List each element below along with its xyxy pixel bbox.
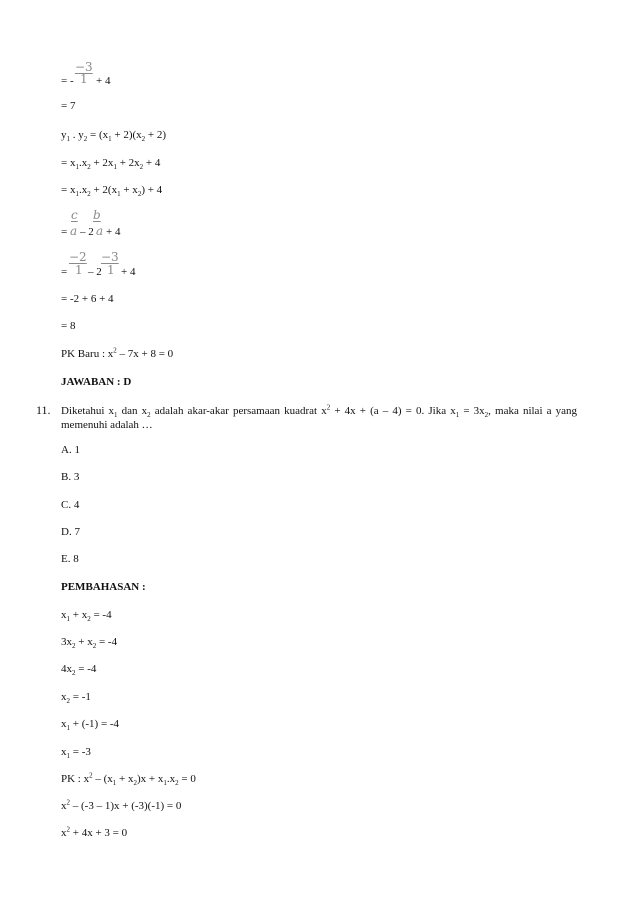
option-e: E. 8 xyxy=(61,553,79,565)
fraction-numerator: −2 xyxy=(69,250,87,264)
equation-operator: – 2 xyxy=(88,266,102,278)
equation-line: $y_1$ . $y_2 = (x_1 + 2)(x_2 + 2)$ xyxy=(61,129,167,144)
equation-line: = -2 + 6 + 4 xyxy=(61,293,114,305)
solution-step: $x_1 = -3$ xyxy=(61,746,91,761)
question-text: Diketahui $x_1$ dan $x_2$ adalah akar-akar persamaan kuadrat $x^2 + 4x + (a - 4) = 0$. Jika $x_1 = 3x_2$, maka nilai a yang memenuhi adalah … xyxy=(61,403,577,431)
option-b: B. 3 xyxy=(61,471,80,483)
equation-prefix: = xyxy=(61,266,68,278)
solution-step: $3x_2 + x_2 = -4$ xyxy=(61,636,118,651)
answer-line: JAWABAN : D xyxy=(61,376,132,388)
option-c: C. 4 xyxy=(61,499,80,511)
solution-step: PK : $x^2 - (x_1 + x_2)x + x_1.x_2 = 0$ xyxy=(61,771,196,788)
solution-step: $4x_2 = -4$ xyxy=(61,663,97,678)
fraction-denominator: 1 xyxy=(75,263,83,277)
fraction-denominator: a xyxy=(70,224,78,238)
equation-suffix: + 4 xyxy=(106,226,121,238)
equation-operator: – 2 xyxy=(80,226,94,238)
fraction-numerator: −3 xyxy=(75,60,93,74)
solution-heading: PEMBAHASAN : xyxy=(61,581,146,593)
equation-suffix: + 4 xyxy=(96,75,111,87)
question-number: 11. xyxy=(36,403,51,417)
option-a: A. 1 xyxy=(61,444,80,456)
fraction-denominator: a xyxy=(96,224,104,238)
solution-step: $x_1 + x_2 = -4$ xyxy=(61,609,112,624)
fraction-denominator: 1 xyxy=(107,263,115,277)
option-d: D. 7 xyxy=(61,526,80,538)
equation-line: = $x_1.x_2 + 2(x_1 + x_2) + 4$ xyxy=(61,184,163,199)
equation-suffix: + 4 xyxy=(121,266,136,278)
fraction-denominator: 1 xyxy=(80,72,88,86)
fraction-numerator: c xyxy=(71,208,78,222)
solution-step: $x_1 + (-1) = -4$ xyxy=(61,718,120,733)
equation-line: = $x_1.x_2 + 2x_1 + 2x_2 + 4$ xyxy=(61,157,161,172)
equation-prefix: = - xyxy=(61,75,74,87)
equation-line: = 8 xyxy=(61,320,76,332)
equation-prefix: = xyxy=(61,226,68,238)
new-equation-line: PK Baru : $x^2 - 7x + 8 = 0$ xyxy=(61,346,174,360)
fraction-numerator: −3 xyxy=(101,250,119,264)
fraction-numerator: b xyxy=(93,208,101,222)
solution-step: $x_2 = -1$ xyxy=(61,691,91,706)
equation-line: = 7 xyxy=(61,100,76,112)
solution-step: $x^2 + 4x + 3 = 0$ xyxy=(61,825,128,839)
solution-step: $x^2 - (-3 - 1)x + (-3)(-1) = 0$ xyxy=(61,798,182,812)
